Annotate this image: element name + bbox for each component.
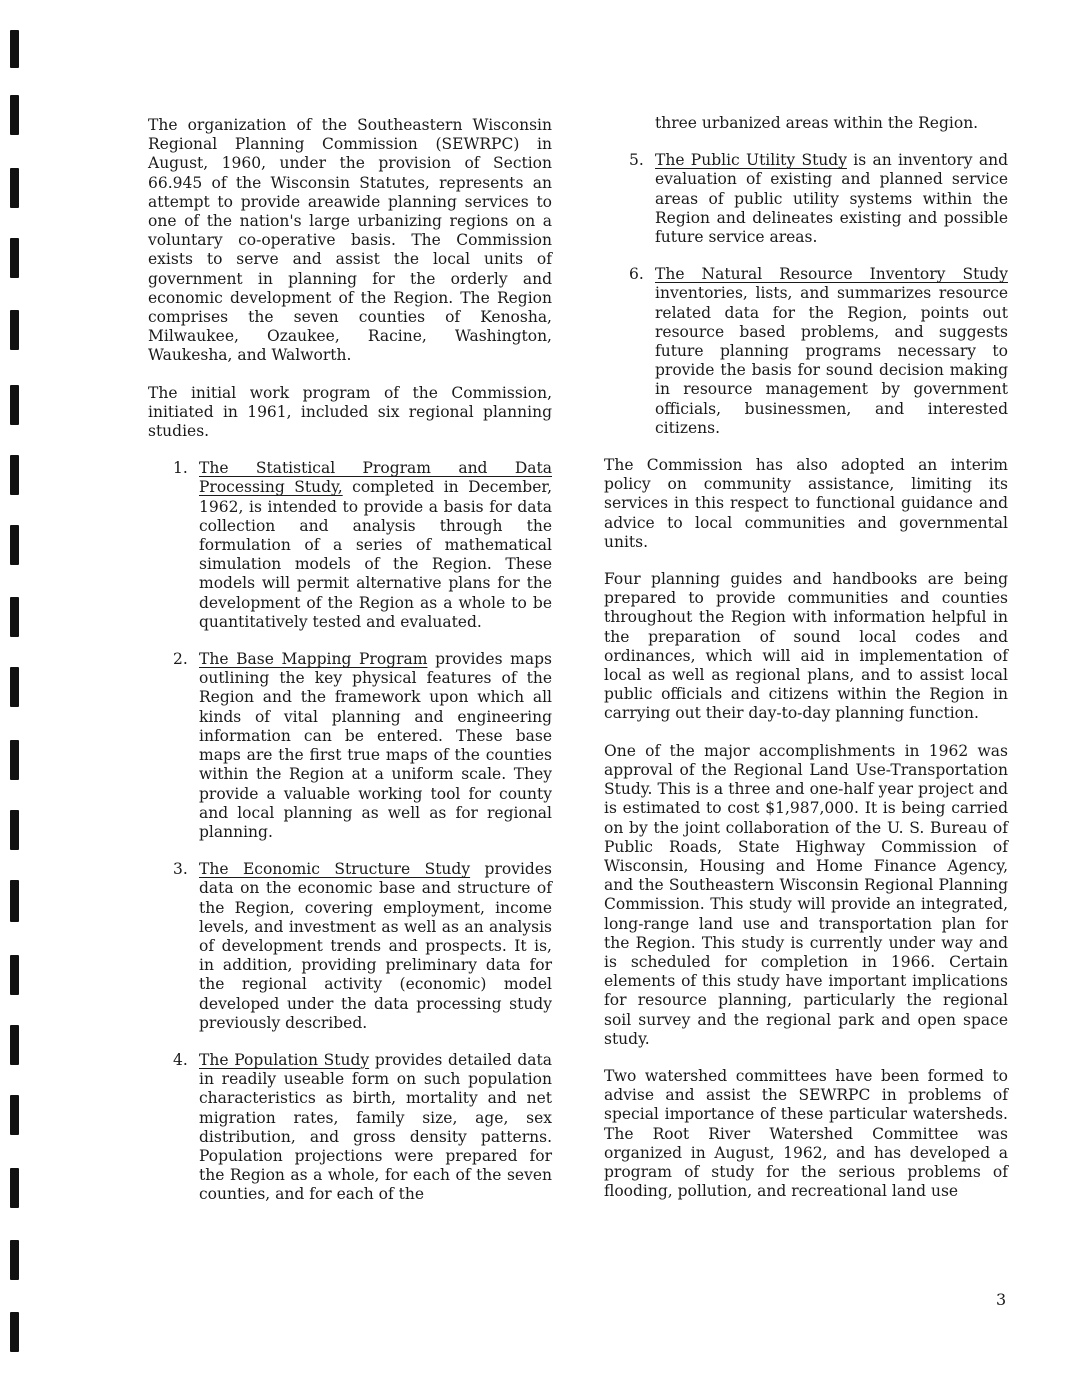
binding-marks bbox=[0, 0, 30, 1380]
study-item-6 bbox=[604, 265, 1008, 438]
binding-mark bbox=[10, 455, 19, 495]
study-title: The Population Study bbox=[199, 1050, 370, 1069]
study-number: 6. bbox=[629, 265, 644, 284]
study-description: inventories, lists, and summarizes resource related data for the Region, points out resource based problems, and suggests future planning programs necessary to provide the basis for sound decision making in resource management by government officials, businessmen, and interested citizens. bbox=[655, 284, 1008, 437]
land-use-transportation-paragraph: One of the major accomplishments in 1962 was approval of the Regional Land Use-Transportation Study. This is a three and one-half year project and is estimated to cost $1,987,000. It is being carried on by the joint collaboration of the U. S. Bureau of Public Roads, State Highway Commission of Wisconsin, Housing and Home Finance Agency, and the Southeastern Wisconsin Regional Planning Commission. This study will provide an integrated, long-range land use and transportation plan for the Region. This study is currently under way and is scheduled for completion in 1966. Certain elements of this study have important implications for resource planning, particularly the regional soil survey and the regional park and open space study. bbox=[604, 741, 1008, 1048]
study-item-4-continued bbox=[604, 114, 1008, 133]
study-item-5 bbox=[604, 151, 1008, 247]
study-description: provides maps outlining the key physical features of the Region and the framework upon which all kinds of vital planning and engineering information can be entered. These base maps are the first true maps of the counties within the Region at a uniform scale. They provide a valuable working tool for county and local planning as well as for regional planning. bbox=[199, 650, 552, 841]
study-description: completed in December, 1962, is intended to provide a basis for data collection and analysis through the formulation of a series of mathematical simulation models of the Region. These models will permit alternative plans for the development of the Region as a whole to be quantitatively tested and evaluated. bbox=[199, 478, 552, 631]
study-title: The Base Mapping Program bbox=[199, 650, 428, 669]
binding-mark bbox=[10, 1240, 19, 1280]
study-continuation: three urbanized areas within the Region. bbox=[655, 114, 979, 132]
study-number: 2. bbox=[173, 650, 188, 669]
binding-mark bbox=[10, 880, 19, 922]
binding-mark bbox=[10, 1168, 19, 1208]
study-number: 4. bbox=[173, 1050, 188, 1069]
binding-mark bbox=[10, 1312, 19, 1352]
study-title: The Public Utility Study bbox=[655, 151, 847, 170]
binding-mark bbox=[10, 740, 19, 780]
page-number: 3 bbox=[996, 1290, 1007, 1309]
study-description: is an inventory and evaluation of existing and planned service areas of public utility systems within the Region and delineates existing and possible future service areas. bbox=[655, 151, 1008, 247]
binding-mark bbox=[10, 667, 19, 707]
right-column bbox=[604, 114, 1008, 1219]
intro-paragraph: The organization of the Southeastern Wisconsin Regional Planning Commission (SEWRPC) in August, 1960, under the provision of Section 66.945 of the Wisconsin Statutes, represents an attempt to provide areawide planning services to one of the nation's large urbanizing regions on a voluntary co-operative basis. The Commission exists to serve and assist the local units of government in planning for the orderly and economic development of the Region. The Region comprises the seven counties of Kenosha, Milwaukee, Ozaukee, Racine, Washington, Waukesha, and Walworth. bbox=[148, 116, 552, 365]
study-item-2 bbox=[148, 650, 552, 842]
binding-mark bbox=[10, 525, 19, 565]
binding-mark bbox=[10, 30, 19, 68]
study-number: 3. bbox=[173, 860, 188, 879]
binding-mark bbox=[10, 168, 19, 208]
community-assistance-paragraph: The Commission has also adopted an interim policy on community assistance, limiting its services in this respect to functional guidance and advice to local communities and governmental units. bbox=[604, 456, 1008, 551]
planning-guides-paragraph: Four planning guides and handbooks are being prepared to provide communities and counties throughout the Region with information helpful in the preparation of sound local codes and ordinances, which will aid in implementation of local as well as regional plans, and to assist local public officials and citizens within the Region in carrying out their day-to-day planning function. bbox=[604, 570, 1008, 723]
work-program-paragraph: The initial work program of the Commission, initiated in 1961, included six regional planning studies. bbox=[148, 383, 552, 441]
study-list bbox=[148, 459, 552, 1204]
study-list-continued bbox=[604, 114, 1008, 438]
binding-mark bbox=[10, 310, 19, 350]
watershed-committees-paragraph: Two watershed committees have been formed to advise and assist the SEWRPC in problems of special importance of these particular watersheds. The Root River Watershed Committee was organized in August, 1962, and has developed a program of study for the serious problems of flooding, pollution, and recreational land use bbox=[604, 1066, 1008, 1201]
binding-mark bbox=[10, 597, 19, 637]
study-item-3 bbox=[148, 860, 552, 1033]
study-description: provides data on the economic base and structure of the Region, covering employment, income levels, and investment as well as an analysis of development trends and prospects. It is, in addition, providing preliminary data for the regional activity (economic) model developed under the data processing study previously described. bbox=[199, 860, 552, 1032]
study-item-1 bbox=[148, 459, 552, 632]
binding-mark bbox=[10, 385, 19, 425]
study-number: 1. bbox=[173, 459, 188, 478]
binding-mark bbox=[10, 1025, 19, 1065]
study-title: The Economic Structure Study bbox=[199, 860, 471, 879]
study-item-4 bbox=[148, 1051, 552, 1205]
study-title: The Natural Resource Inventory Study bbox=[655, 265, 1008, 284]
binding-mark bbox=[10, 955, 19, 995]
study-title: The Statistical Program and Data Processing Study, bbox=[199, 459, 552, 497]
binding-mark bbox=[10, 238, 19, 278]
binding-mark bbox=[10, 1095, 19, 1135]
binding-mark bbox=[10, 95, 19, 135]
study-description: provides detailed data in readily useable form on such population characteristics as birth, mortality and net migration rates, family size, age, sex distribution, and gross density patterns. Population projections were prepared for the Region as a whole, for each of the seven counties, and for each of the bbox=[199, 1050, 552, 1204]
left-column bbox=[148, 116, 552, 1223]
binding-mark bbox=[10, 810, 19, 850]
study-number: 5. bbox=[629, 151, 644, 170]
